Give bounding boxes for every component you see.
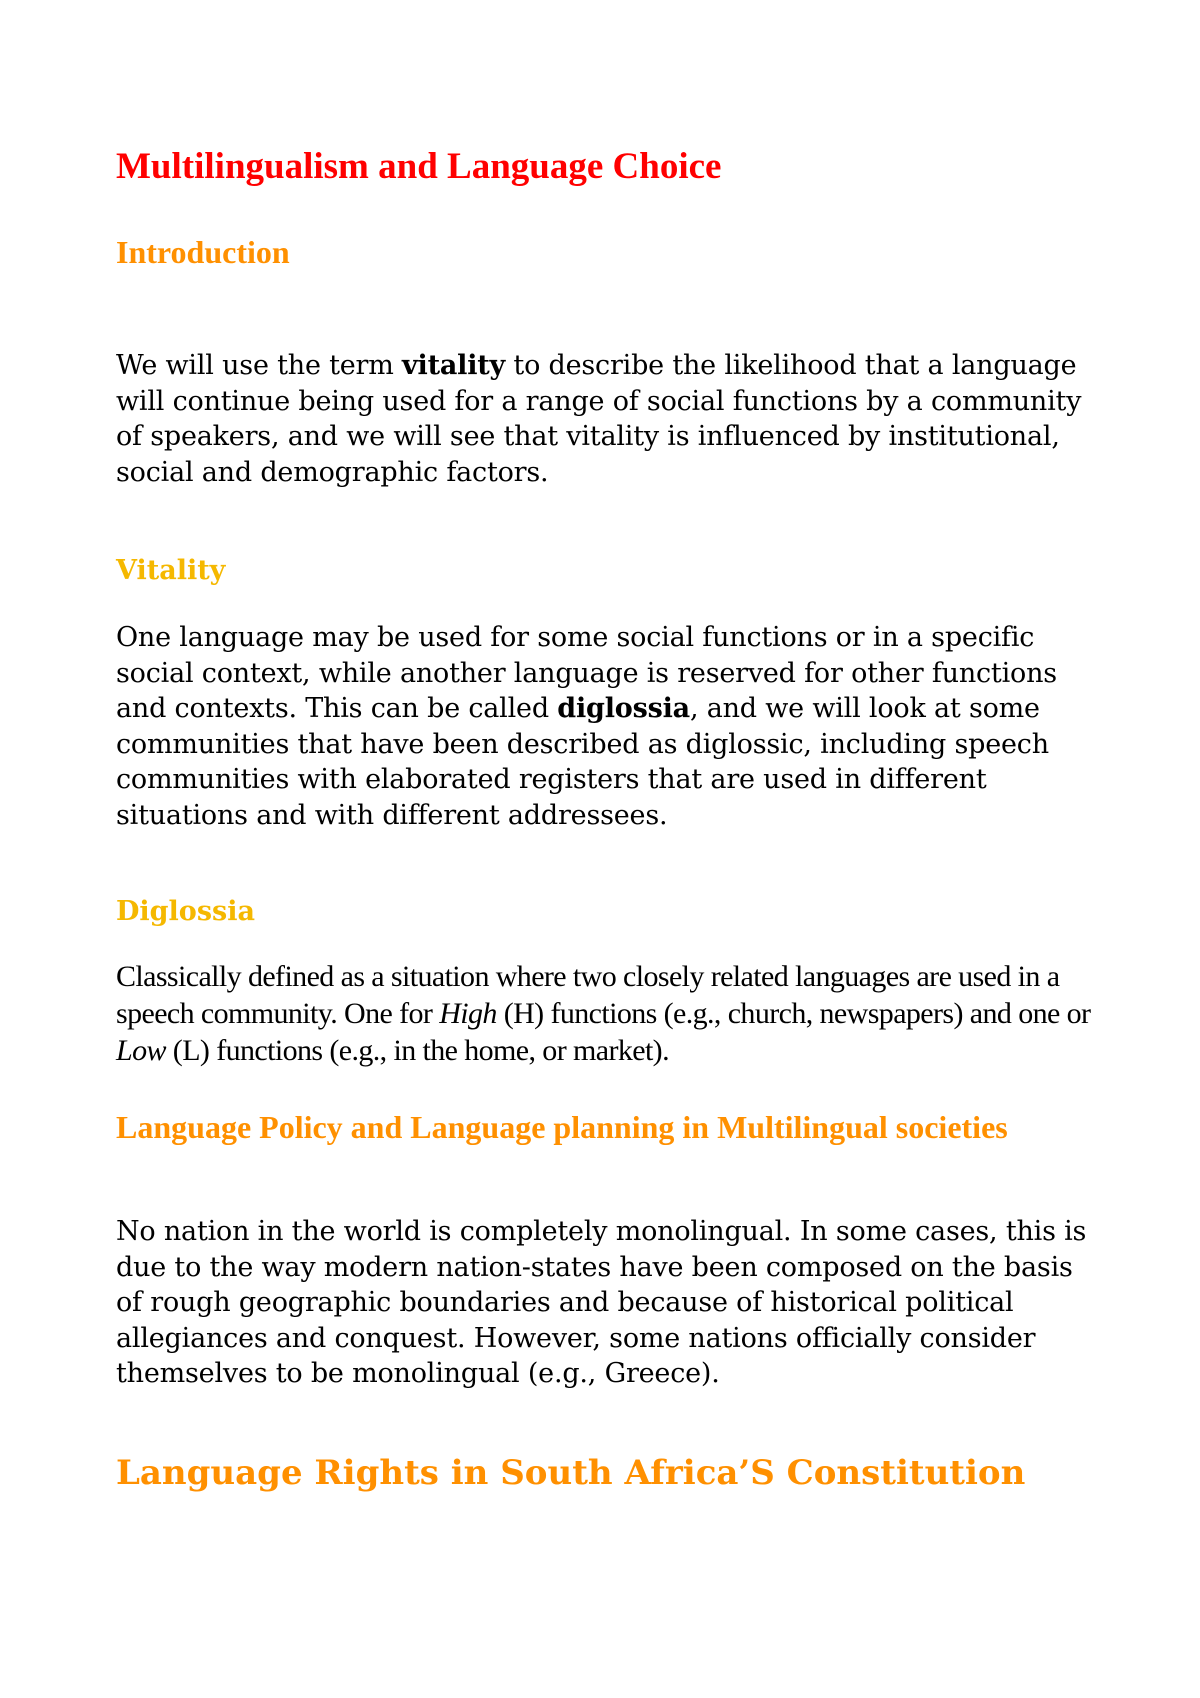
intro-paragraph bbox=[116, 348, 1106, 490]
vitality-paragraph bbox=[116, 620, 1106, 833]
diglossia-paragraph bbox=[116, 958, 1106, 1069]
vitality-term: vitality bbox=[402, 350, 506, 381]
diglossia-subheading: Diglossia bbox=[116, 896, 255, 927]
low-term: Low bbox=[116, 1034, 166, 1067]
diglossia-text-3: (L) functions (e.g., in the home, or market). bbox=[165, 1034, 669, 1067]
rights-heading: Language Rights in South Africa’S Constitution bbox=[116, 1453, 1026, 1493]
policy-paragraph: No nation in the world is completely monolingual. In some cases, this is due to the way modern nation-states have been composed on the basis of rough geographic boundaries and because of historical political allegiances and conquest. However, some nations officially consider themselves to be monolingual (e.g., Greece). bbox=[116, 1216, 1087, 1389]
introduction-heading: Introduction bbox=[116, 234, 290, 270]
policy-heading: Language Policy and Language planning in Multilingual societies bbox=[116, 1109, 1008, 1145]
intro-text-start: We will use the term bbox=[116, 350, 403, 381]
document-title: Multilingualism and Language Choice bbox=[116, 146, 722, 187]
vitality-text-end: , and we will look at some communities that have been described as diglossic, including speech communities with elaborated registers that are used in different situations and with different addressees. bbox=[116, 693, 1049, 831]
vitality-text-start: One language may be used for some social functions or in a specific social context, while another language is reserved for other functions and contexts. This can be called bbox=[116, 622, 1057, 724]
diglossia-text-1: Classically defined as a situation where two closely related languages are used in a speech community. One for bbox=[116, 960, 1060, 1030]
diglossia-text-2: (H) functions (e.g., church, newspapers) and one or bbox=[496, 997, 1091, 1030]
high-term: High bbox=[439, 997, 497, 1030]
intro-text-end: to describe the likelihood that a language will continue being used for a range of social functions by a community of speakers, and we will see that vitality is influenced by institutional, social and demographic factors. bbox=[116, 350, 1082, 488]
diglossia-term: diglossia bbox=[557, 693, 690, 724]
vitality-subheading: Vitality bbox=[116, 555, 226, 586]
